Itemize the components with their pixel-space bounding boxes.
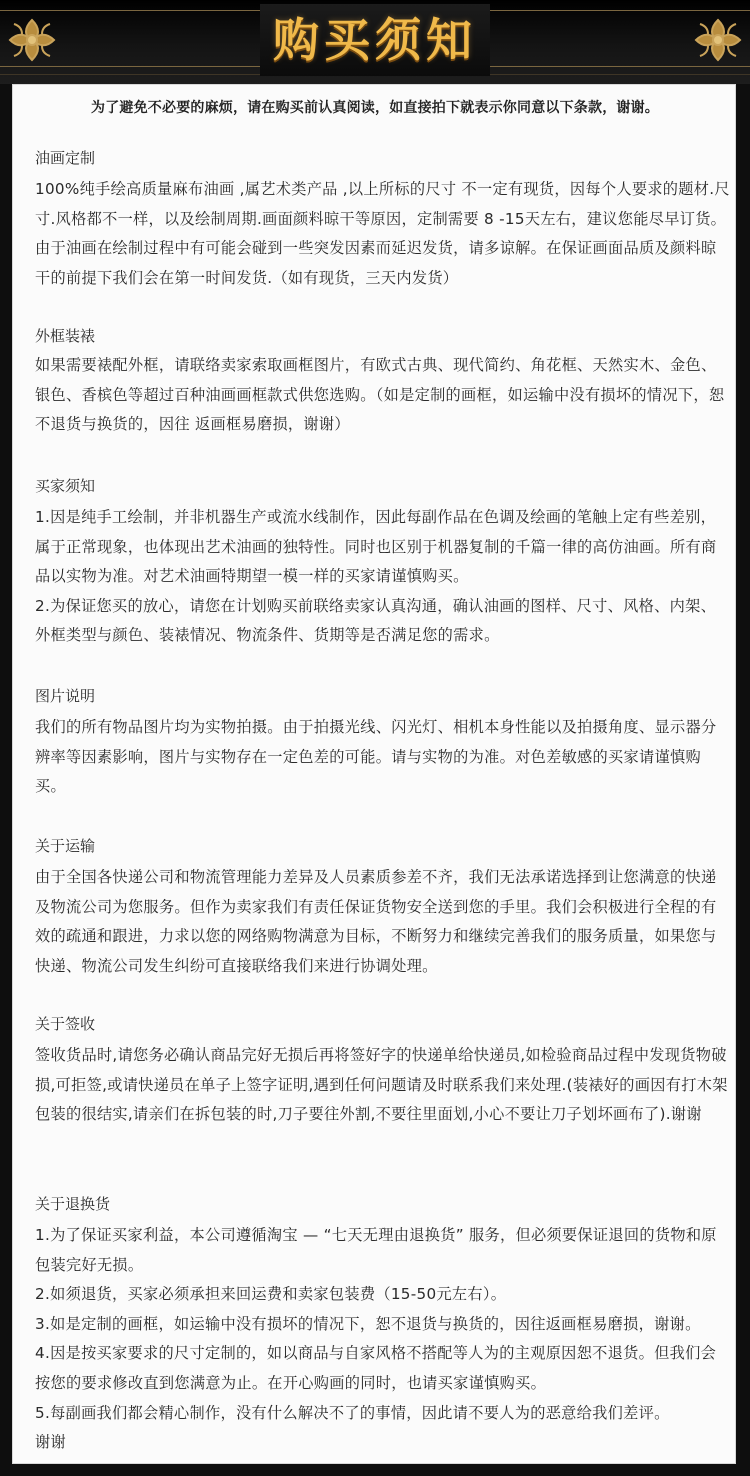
section-title-buyer-notice: 买家须知 [35, 477, 96, 495]
paragraph: 100%纯手绘高质量麻布油画 ,属艺术类产品 ,以上所标的尺寸 不一定有现货，因每个人要求的题材.尺寸.风格都不一样，以及绘制周期.画面颜料晾干等原因，定制需要 8 -15天左右，建议您能尽早订货。由于油画在绘制过程中有可能会碰到一些突发因素而延迟发货，请多谅解。在保证画面品质及颜料晾干的前提下我们会在第一时间发货.（如有现货，三天内发货） [35, 180, 730, 287]
paragraph: 4.因是按买家要求的尺寸定制的，如以商品与自家风格不搭配等人为的主观原因恕不退货。但我们会按您的要求修改直到您满意为止。在开心购画的同时，也请买家谨慎购买。 [35, 1344, 717, 1392]
paragraph: 2.如须退货，买家必须承担来回运费和卖家包装费（15-50元左右）。 [35, 1285, 507, 1304]
paragraph: 谢谢 [35, 1433, 66, 1452]
paragraph: 5.每副画我们都会精心制作，没有什么解决不了的事情，因此请不要人为的恶意给我们差评。 [35, 1403, 670, 1422]
section-title-custom-painting: 油画定制 [35, 149, 96, 167]
paragraph: 签收货品时,请您务必确认商品完好无损后再将签好字的快递单给快递员,如检验商品过程中发现货物破损,可拒签,或请快递员在单子上签字证明,遇到任何问题请及时联系我们来处理.(装裱好的画因有打木架包装的很结实,请亲们在拆包装的时,刀子要往外割,不要往里面划,小心不要让刀子划坏画布了).谢谢 [35, 1046, 728, 1124]
paragraph: 2.为保证您买的放心，请您在计划购买前联络卖家认真沟通，确认油画的图样、尺寸、风格、内架、外框类型与颜色、装裱情况、物流条件、货期等是否满足您的需求。 [35, 596, 717, 645]
section-title-image-notes: 图片说明 [35, 687, 96, 705]
intro-notice: 为了避免不必要的麻烦，请在购买前认真阅读，如直接拍下就表示你同意以下条款，谢谢。 [91, 100, 659, 116]
paragraph: 我们的所有物品图片均为实物拍摄。由于拍摄光线、闪光灯、相机本身性能以及拍摄角度、显示器分辨率等因素影响，图片与实物存在一定色差的可能。请与实物的为准。对色差敏感的买家请谨慎购买。 [35, 718, 717, 796]
notice-card [12, 84, 736, 1464]
paragraph: 如果需要裱配外框，请联络卖家索取画框图片，有欧式古典、现代简约、角花框、天然实木、金色、银色、香槟色等超过百种油画画框款式供您选购。（如是定制的画框，如运输中没有损坏的情况下，恕不退货与换货的，因往 返画框易磨损，谢谢） [35, 356, 725, 434]
section-title-returns: 关于退换货 [35, 1195, 111, 1213]
section-body-returns [35, 1221, 730, 1458]
section-body-framing [35, 351, 730, 440]
paragraph: 1.因是纯手工绘制，并非机器生产或流水线制作，因此每副作品在色调及绘画的笔触上定有些差别，属于正常现象，也体现出艺术油画的独特性。同时也区别于机器复制的千篇一律的高仿油画。所有商品以实物为准。对艺术油画特期望一模一样的买家请谨慎购买。 [35, 508, 717, 586]
section-title-framing: 外框装裱 [35, 327, 96, 345]
paragraph: 3.如是定制的画框，如运输中没有损坏的情况下，恕不退货与换货的，因往返画框易磨损，谢谢。 [35, 1314, 701, 1333]
section-body-buyer-notice [35, 503, 730, 651]
page-title: 购买须知 [273, 13, 477, 67]
section-title-shipping: 关于运输 [35, 837, 96, 855]
section-body-custom-painting [35, 175, 730, 293]
section-body-shipping [35, 863, 730, 981]
paragraph: 1.为了保证买家利益，本公司遵循淘宝 — “七天无理由退换货” 服务，但必须要保证退回的货物和原包装完好无损。 [35, 1226, 717, 1274]
paragraph: 由于全国各快递公司和物流管理能力差异及人员素质参差不齐，我们无法承诺选择到让您满意的快递及物流公司为您服务。但作为卖家我们有责任保证货物安全送到您的手里。我们会积极进行全程的有效的疏通和跟进，力求以您的网络购物满意为目标，不断努力和继续完善我们的服务质量，如果您与快递、物流公司发生纠纷可直接联络我们来进行协调处理。 [35, 868, 717, 975]
section-body-receipt [35, 1041, 730, 1130]
header-banner [0, 0, 750, 84]
ornament-right-icon [690, 14, 746, 66]
section-body-image-notes [35, 713, 730, 802]
section-title-receipt: 关于签收 [35, 1015, 96, 1033]
